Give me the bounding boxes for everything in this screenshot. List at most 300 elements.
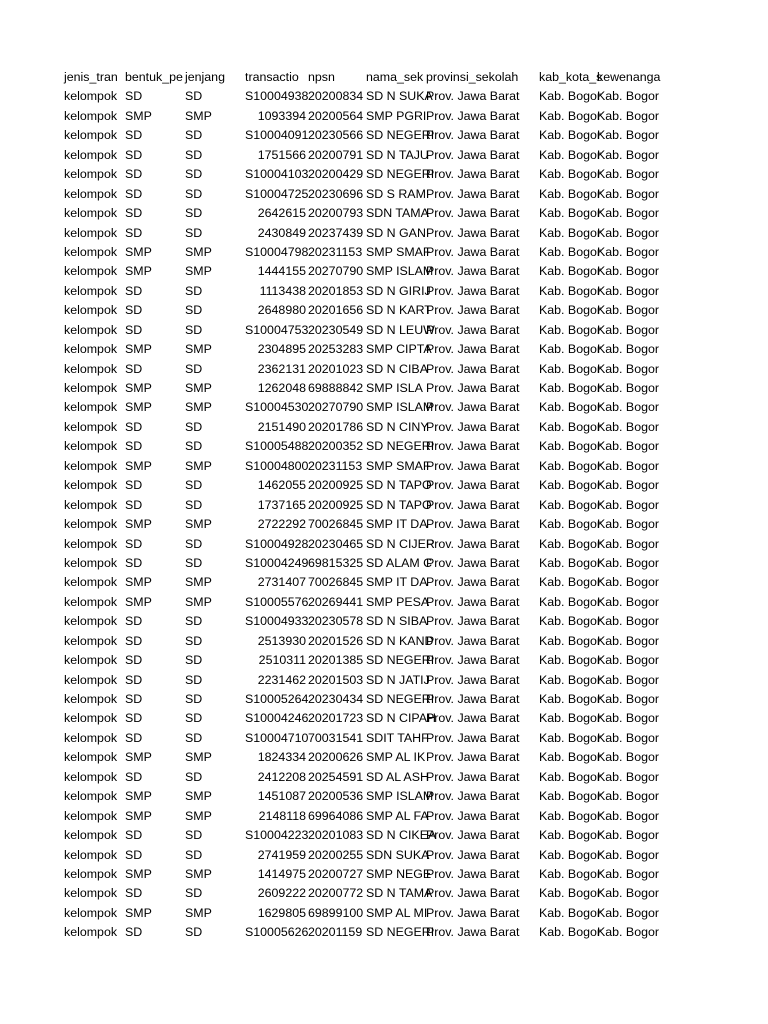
cell-jenis-transaksi[interactable]: kelompok [64,789,118,804]
cell-kewenangan[interactable]: Kab. Bogor [597,905,659,920]
cell-transaction-id[interactable]: 1444155 [257,264,306,279]
cell-kewenangan[interactable]: Kab. Bogor [597,419,659,434]
cell-transaction-id[interactable]: S10004530 [245,400,309,415]
cell-transaction-id[interactable]: 1737165 [257,497,306,512]
cell-bentuk-pendidikan[interactable]: SMP [125,750,152,765]
cell-kab-kota[interactable]: Kab. Bogor [539,400,601,415]
cell-jenis-transaksi[interactable]: kelompok [64,575,118,590]
cell-jenjang[interactable]: SD [185,886,203,901]
cell-jenjang[interactable]: SD [185,711,203,726]
cell-bentuk-pendidikan[interactable]: SD [125,322,143,337]
cell-jenjang[interactable]: SMP [185,400,212,415]
cell-npsn[interactable]: 69899100 [308,905,364,920]
cell-npsn[interactable]: 20200925 [308,497,364,512]
cell-jenjang[interactable]: SD [185,361,203,376]
cell-jenis-transaksi[interactable]: kelompok [64,653,118,668]
cell-nama-sekolah[interactable]: SDN TAMA [366,206,429,221]
cell-nama-sekolah[interactable]: SD NEGERI [366,167,435,182]
cell-bentuk-pendidikan[interactable]: SMP [125,866,152,881]
cell-npsn[interactable]: 20253283 [308,342,364,357]
cell-kewenangan[interactable]: Kab. Bogor [597,575,659,590]
cell-transaction-id[interactable]: 2642615 [257,206,306,221]
cell-transaction-id[interactable]: 2151490 [257,419,306,434]
cell-jenis-transaksi[interactable]: kelompok [64,633,118,648]
cell-jenjang[interactable]: SD [185,128,203,143]
cell-npsn[interactable]: 20201503 [308,672,364,687]
cell-kab-kota[interactable]: Kab. Bogor [539,789,601,804]
cell-provinsi-sekolah[interactable]: Prov. Jawa Barat [426,283,520,298]
cell-jenjang[interactable]: SD [185,419,203,434]
cell-kab-kota[interactable]: Kab. Bogor [539,186,601,201]
cell-jenis-transaksi[interactable]: kelompok [64,808,118,823]
cell-nama-sekolah[interactable]: SMP IT DA [366,575,428,590]
cell-kewenangan[interactable]: Kab. Bogor [597,633,659,648]
cell-kewenangan[interactable]: Kab. Bogor [597,147,659,162]
cell-jenjang[interactable]: SD [185,653,203,668]
cell-kab-kota[interactable]: Kab. Bogor [539,808,601,823]
cell-kewenangan[interactable]: Kab. Bogor [597,244,659,259]
cell-kewenangan[interactable]: Kab. Bogor [597,886,659,901]
cell-npsn[interactable]: 20200429 [308,167,364,182]
cell-kewenangan[interactable]: Kab. Bogor [597,769,659,784]
cell-provinsi-sekolah[interactable]: Prov. Jawa Barat [426,886,520,901]
header-cell-jenjang[interactable]: jenjang [185,70,225,84]
cell-jenjang[interactable]: SD [185,322,203,337]
cell-kewenangan[interactable]: Kab. Bogor [597,264,659,279]
cell-kewenangan[interactable]: Kab. Bogor [597,517,659,532]
cell-kewenangan[interactable]: Kab. Bogor [597,303,659,318]
cell-npsn[interactable]: 20201159 [308,925,363,940]
cell-jenis-transaksi[interactable]: kelompok [64,128,118,143]
cell-bentuk-pendidikan[interactable]: SD [125,925,143,940]
cell-transaction-id[interactable]: S10005576 [245,594,309,609]
cell-kewenangan[interactable]: Kab. Bogor [597,225,659,240]
cell-jenis-transaksi[interactable]: kelompok [64,497,118,512]
cell-nama-sekolah[interactable]: SD NEGERI [366,439,435,454]
cell-jenis-transaksi[interactable]: kelompok [64,692,118,706]
cell-nama-sekolah[interactable]: SMP SMAF [366,458,431,473]
cell-kab-kota[interactable]: Kab. Bogor [539,555,601,570]
cell-kewenangan[interactable]: Kab. Bogor [597,808,659,823]
cell-kab-kota[interactable]: Kab. Bogor [539,828,601,843]
cell-nama-sekolah[interactable]: SD N SIBA [366,614,428,629]
cell-npsn[interactable]: 20230465 [308,536,364,551]
cell-npsn[interactable]: 69964086 [308,808,364,823]
cell-nama-sekolah[interactable]: SMP PESA [366,594,430,609]
cell-jenis-transaksi[interactable]: kelompok [64,769,118,784]
cell-kewenangan[interactable]: Kab. Bogor [597,400,659,415]
cell-jenis-transaksi[interactable]: kelompok [64,342,118,357]
cell-nama-sekolah[interactable]: SD N CIJER [366,536,435,551]
cell-transaction-id[interactable]: 1113438 [259,283,306,298]
cell-provinsi-sekolah[interactable]: Prov. Jawa Barat [426,400,520,415]
cell-nama-sekolah[interactable]: SMP AL MI [366,905,428,920]
cell-nama-sekolah[interactable]: SD NEGERI [366,692,435,706]
cell-jenjang[interactable]: SMP [185,866,212,881]
cell-transaction-id[interactable]: 2430849 [257,225,306,240]
cell-nama-sekolah[interactable]: SD N KART [366,303,432,318]
cell-kab-kota[interactable]: Kab. Bogor [539,536,601,551]
cell-npsn[interactable]: 20254591 [308,769,364,784]
cell-npsn[interactable]: 20200772 [308,886,364,901]
cell-bentuk-pendidikan[interactable]: SD [125,128,143,143]
cell-bentuk-pendidikan[interactable]: SD [125,692,143,706]
cell-jenis-transaksi[interactable]: kelompok [64,905,118,920]
cell-jenis-transaksi[interactable]: kelompok [64,322,118,337]
cell-jenis-transaksi[interactable]: kelompok [64,439,118,454]
cell-provinsi-sekolah[interactable]: Prov. Jawa Barat [426,750,520,765]
cell-kewenangan[interactable]: Kab. Bogor [597,672,659,687]
cell-npsn[interactable]: 20230549 [308,322,364,337]
cell-bentuk-pendidikan[interactable]: SMP [125,458,152,473]
cell-provinsi-sekolah[interactable]: Prov. Jawa Barat [426,108,520,123]
cell-kab-kota[interactable]: Kab. Bogor [539,653,601,668]
cell-provinsi-sekolah[interactable]: Prov. Jawa Barat [426,147,520,162]
cell-provinsi-sekolah[interactable]: Prov. Jawa Barat [426,575,520,590]
cell-provinsi-sekolah[interactable]: Prov. Jawa Barat [426,322,520,337]
cell-kab-kota[interactable]: Kab. Bogor [539,89,601,104]
cell-npsn[interactable]: 70026845 [308,517,364,532]
cell-provinsi-sekolah[interactable]: Prov. Jawa Barat [426,730,520,745]
cell-transaction-id[interactable]: S10004753 [245,322,309,337]
cell-transaction-id[interactable]: 2231462 [257,672,306,687]
header-cell-transaction-id[interactable]: transactio [245,70,299,84]
cell-nama-sekolah[interactable]: SMP PGRI [366,108,427,123]
cell-jenis-transaksi[interactable]: kelompok [64,555,118,570]
cell-npsn[interactable]: 20269441 [308,594,364,609]
cell-npsn[interactable]: 20200834 [308,89,364,104]
cell-bentuk-pendidikan[interactable]: SD [125,536,143,551]
cell-kab-kota[interactable]: Kab. Bogor [539,128,601,143]
cell-transaction-id[interactable]: 1751566 [257,147,306,162]
cell-jenjang[interactable]: SD [185,186,203,201]
cell-jenis-transaksi[interactable]: kelompok [64,886,118,901]
cell-nama-sekolah[interactable]: SMP ISLAM [366,264,434,279]
cell-jenis-transaksi[interactable]: kelompok [64,517,118,532]
cell-bentuk-pendidikan[interactable]: SMP [125,400,152,415]
cell-provinsi-sekolah[interactable]: Prov. Jawa Barat [426,653,520,668]
cell-jenis-transaksi[interactable]: kelompok [64,925,118,940]
cell-transaction-id[interactable]: 1629805 [257,905,306,920]
cell-transaction-id[interactable]: S10004798 [245,244,309,259]
cell-npsn[interactable]: 20200791 [308,147,364,162]
cell-bentuk-pendidikan[interactable]: SD [125,730,143,745]
cell-npsn[interactable]: 20200793 [308,206,364,221]
cell-provinsi-sekolah[interactable]: Prov. Jawa Barat [426,866,520,881]
cell-jenis-transaksi[interactable]: kelompok [64,847,118,862]
cell-bentuk-pendidikan[interactable]: SD [125,653,143,668]
cell-jenis-transaksi[interactable]: kelompok [64,828,118,843]
cell-transaction-id[interactable]: 2304895 [257,342,306,357]
cell-provinsi-sekolah[interactable]: Prov. Jawa Barat [426,89,520,104]
cell-provinsi-sekolah[interactable]: Prov. Jawa Barat [426,905,520,920]
cell-kab-kota[interactable]: Kab. Bogor [539,167,601,182]
cell-kab-kota[interactable]: Kab. Bogor [539,458,601,473]
cell-jenjang[interactable]: SD [185,283,203,298]
cell-nama-sekolah[interactable]: SD N KAND [366,633,434,648]
cell-transaction-id[interactable]: 1824334 [257,750,306,765]
cell-jenis-transaksi[interactable]: kelompok [64,244,118,259]
cell-kab-kota[interactable]: Kab. Bogor [539,206,601,221]
cell-provinsi-sekolah[interactable]: Prov. Jawa Barat [426,381,520,395]
cell-jenjang[interactable]: SD [185,555,203,570]
cell-kab-kota[interactable]: Kab. Bogor [539,108,601,123]
cell-jenjang[interactable]: SD [185,614,203,629]
cell-npsn[interactable]: 69815325 [308,555,364,570]
cell-bentuk-pendidikan[interactable]: SD [125,828,143,843]
cell-kab-kota[interactable]: Kab. Bogor [539,497,601,512]
cell-transaction-id[interactable]: 1451087 [257,789,306,804]
cell-bentuk-pendidikan[interactable]: SD [125,886,143,901]
cell-nama-sekolah[interactable]: SD N TAPO [366,478,432,493]
cell-bentuk-pendidikan[interactable]: SMP [125,244,152,259]
cell-jenjang[interactable]: SD [185,478,203,493]
cell-provinsi-sekolah[interactable]: Prov. Jawa Barat [426,478,520,493]
cell-npsn[interactable]: 20201656 [308,303,364,318]
cell-transaction-id[interactable]: S10004933 [245,614,309,629]
cell-kewenangan[interactable]: Kab. Bogor [597,89,659,104]
cell-kewenangan[interactable]: Kab. Bogor [597,789,659,804]
cell-provinsi-sekolah[interactable]: Prov. Jawa Barat [426,711,520,726]
cell-kab-kota[interactable]: Kab. Bogor [539,711,601,726]
cell-kab-kota[interactable]: Kab. Bogor [539,866,601,881]
cell-transaction-id[interactable]: 2510311 [258,653,306,668]
cell-jenjang[interactable]: SMP [185,458,212,473]
cell-kewenangan[interactable]: Kab. Bogor [597,536,659,551]
cell-jenjang[interactable]: SMP [185,244,212,259]
cell-kab-kota[interactable]: Kab. Bogor [539,594,601,609]
cell-kewenangan[interactable]: Kab. Bogor [597,478,659,493]
cell-jenis-transaksi[interactable]: kelompok [64,381,118,395]
cell-bentuk-pendidikan[interactable]: SD [125,147,143,162]
cell-bentuk-pendidikan[interactable]: SD [125,167,143,182]
cell-bentuk-pendidikan[interactable]: SD [125,555,143,570]
cell-jenjang[interactable]: SD [185,497,203,512]
cell-provinsi-sekolah[interactable]: Prov. Jawa Barat [426,769,520,784]
cell-bentuk-pendidikan[interactable]: SD [125,361,143,376]
cell-nama-sekolah[interactable]: SD NEGERI [366,925,435,940]
cell-nama-sekolah[interactable]: SD NEGERI [366,653,435,668]
cell-bentuk-pendidikan[interactable]: SD [125,186,143,201]
cell-kewenangan[interactable]: Kab. Bogor [597,381,659,395]
cell-kab-kota[interactable]: Kab. Bogor [539,478,601,493]
cell-jenjang[interactable]: SMP [185,264,212,279]
cell-nama-sekolah[interactable]: SD N CIKEA [366,828,437,843]
cell-kewenangan[interactable]: Kab. Bogor [597,711,659,726]
cell-npsn[interactable]: 20201023 [308,361,364,376]
cell-bentuk-pendidikan[interactable]: SD [125,614,143,629]
cell-kab-kota[interactable]: Kab. Bogor [539,905,601,920]
cell-npsn[interactable]: 20201526 [308,633,364,648]
cell-transaction-id[interactable]: 2609222 [257,886,306,901]
cell-kewenangan[interactable]: Kab. Bogor [597,555,659,570]
cell-jenjang[interactable]: SMP [185,750,212,765]
cell-jenis-transaksi[interactable]: kelompok [64,419,118,434]
cell-bentuk-pendidikan[interactable]: SMP [125,808,152,823]
cell-bentuk-pendidikan[interactable]: SMP [125,381,152,395]
cell-provinsi-sekolah[interactable]: Prov. Jawa Barat [426,555,520,570]
cell-kewenangan[interactable]: Kab. Bogor [597,750,659,765]
cell-jenjang[interactable]: SD [185,439,203,454]
cell-jenis-transaksi[interactable]: kelompok [64,730,118,745]
cell-provinsi-sekolah[interactable]: Prov. Jawa Barat [426,692,520,706]
cell-jenjang[interactable]: SMP [185,575,212,590]
cell-jenis-transaksi[interactable]: kelompok [64,147,118,162]
cell-kewenangan[interactable]: Kab. Bogor [597,730,659,745]
cell-provinsi-sekolah[interactable]: Prov. Jawa Barat [426,128,520,143]
cell-nama-sekolah[interactable]: SD ALAM C [366,555,433,570]
cell-jenis-transaksi[interactable]: kelompok [64,167,118,182]
cell-provinsi-sekolah[interactable]: Prov. Jawa Barat [426,167,520,182]
cell-kewenangan[interactable]: Kab. Bogor [597,594,659,609]
cell-provinsi-sekolah[interactable]: Prov. Jawa Barat [426,439,520,454]
cell-kewenangan[interactable]: Kab. Bogor [597,283,659,298]
cell-jenis-transaksi[interactable]: kelompok [64,711,118,726]
cell-kab-kota[interactable]: Kab. Bogor [539,769,601,784]
cell-bentuk-pendidikan[interactable]: SD [125,439,143,454]
cell-jenis-transaksi[interactable]: kelompok [64,594,118,609]
cell-kewenangan[interactable]: Kab. Bogor [597,692,659,706]
cell-kab-kota[interactable]: Kab. Bogor [539,517,601,532]
cell-provinsi-sekolah[interactable]: Prov. Jawa Barat [426,828,520,843]
header-cell-kewenangan[interactable]: kewenanga [597,70,661,84]
cell-jenis-transaksi[interactable]: kelompok [64,361,118,376]
header-cell-nama-sekolah[interactable]: nama_sek [366,70,424,84]
cell-jenjang[interactable]: SD [185,536,203,551]
cell-transaction-id[interactable]: S10004223 [245,828,309,843]
cell-transaction-id[interactable]: 2513930 [257,633,306,648]
cell-nama-sekolah[interactable]: SMP NEGE [366,866,432,881]
header-cell-bentuk-pendidikan[interactable]: bentuk_pe [125,70,183,84]
cell-provinsi-sekolah[interactable]: Prov. Jawa Barat [426,264,520,279]
cell-transaction-id[interactable]: S10004710 [245,730,309,745]
cell-transaction-id[interactable]: S10004725 [245,186,309,201]
cell-provinsi-sekolah[interactable]: Prov. Jawa Barat [426,594,520,609]
cell-jenjang[interactable]: SD [185,167,203,182]
cell-npsn[interactable]: 20200564 [308,108,364,123]
cell-kab-kota[interactable]: Kab. Bogor [539,381,601,395]
cell-kewenangan[interactable]: Kab. Bogor [597,614,659,629]
cell-transaction-id[interactable]: S10005626 [245,925,309,940]
cell-nama-sekolah[interactable]: SD N TAJU [366,147,429,162]
cell-provinsi-sekolah[interactable]: Prov. Jawa Barat [426,517,520,532]
cell-bentuk-pendidikan[interactable]: SMP [125,342,152,357]
cell-nama-sekolah[interactable]: SD N LEUW [366,322,435,337]
cell-jenis-transaksi[interactable]: kelompok [64,303,118,318]
cell-provinsi-sekolah[interactable]: Prov. Jawa Barat [426,244,520,259]
header-cell-kab-kota[interactable]: kab_kota_s [539,70,603,84]
cell-kab-kota[interactable]: Kab. Bogor [539,322,601,337]
cell-nama-sekolah[interactable]: SMP CIPTA [366,342,432,357]
cell-npsn[interactable]: 20230696 [308,186,364,201]
cell-nama-sekolah[interactable]: SD N CINY [366,419,429,434]
cell-provinsi-sekolah[interactable]: Prov. Jawa Barat [426,342,520,357]
cell-jenis-transaksi[interactable]: kelompok [64,89,118,104]
cell-npsn[interactable]: 20200925 [308,478,364,493]
cell-nama-sekolah[interactable]: SD N SUKA [366,89,433,104]
cell-kewenangan[interactable]: Kab. Bogor [597,497,659,512]
header-cell-jenis-transaksi[interactable]: jenis_tran [64,70,118,84]
cell-provinsi-sekolah[interactable]: Prov. Jawa Barat [426,497,520,512]
cell-kab-kota[interactable]: Kab. Bogor [539,283,601,298]
cell-npsn[interactable]: 20200352 [308,439,364,454]
cell-bentuk-pendidikan[interactable]: SD [125,419,143,434]
cell-jenis-transaksi[interactable]: kelompok [64,866,118,881]
cell-npsn[interactable]: 20200626 [308,750,364,765]
cell-transaction-id[interactable]: 2648980 [257,303,306,318]
cell-kewenangan[interactable]: Kab. Bogor [597,128,659,143]
cell-kewenangan[interactable]: Kab. Bogor [597,167,659,182]
cell-jenjang[interactable]: SMP [185,517,212,532]
cell-bentuk-pendidikan[interactable]: SD [125,89,143,104]
cell-jenis-transaksi[interactable]: kelompok [64,478,118,493]
cell-transaction-id[interactable]: S10004938 [245,89,309,104]
cell-kab-kota[interactable]: Kab. Bogor [539,244,601,259]
cell-kewenangan[interactable]: Kab. Bogor [597,458,659,473]
cell-transaction-id[interactable]: S10004249 [245,555,309,570]
cell-kab-kota[interactable]: Kab. Bogor [539,847,601,862]
cell-bentuk-pendidikan[interactable]: SD [125,633,143,648]
cell-bentuk-pendidikan[interactable]: SD [125,206,143,221]
cell-jenis-transaksi[interactable]: kelompok [64,206,118,221]
cell-kewenangan[interactable]: Kab. Bogor [597,186,659,201]
cell-jenjang[interactable]: SD [185,303,203,318]
cell-transaction-id[interactable]: S10005488 [245,439,309,454]
cell-npsn[interactable]: 20201385 [308,653,364,668]
cell-npsn[interactable]: 20230566 [308,128,364,143]
cell-bentuk-pendidikan[interactable]: SMP [125,517,152,532]
cell-jenis-transaksi[interactable]: kelompok [64,283,118,298]
cell-jenjang[interactable]: SMP [185,342,212,357]
cell-provinsi-sekolah[interactable]: Prov. Jawa Barat [426,808,520,823]
cell-bentuk-pendidikan[interactable]: SMP [125,575,152,590]
cell-kewenangan[interactable]: Kab. Bogor [597,108,659,123]
cell-nama-sekolah[interactable]: SD AL ASH [366,769,429,784]
cell-provinsi-sekolah[interactable]: Prov. Jawa Barat [426,614,520,629]
cell-jenjang[interactable]: SMP [185,905,212,920]
cell-nama-sekolah[interactable]: SMP ISLA [366,381,423,395]
cell-npsn[interactable]: 20200255 [308,847,364,862]
cell-jenjang[interactable]: SD [185,769,203,784]
cell-kab-kota[interactable]: Kab. Bogor [539,264,601,279]
cell-kewenangan[interactable]: Kab. Bogor [597,361,659,376]
cell-kab-kota[interactable]: Kab. Bogor [539,633,601,648]
cell-provinsi-sekolah[interactable]: Prov. Jawa Barat [426,789,520,804]
cell-provinsi-sekolah[interactable]: Prov. Jawa Barat [426,206,520,221]
cell-kab-kota[interactable]: Kab. Bogor [539,925,601,940]
cell-bentuk-pendidikan[interactable]: SMP [125,108,152,123]
cell-kewenangan[interactable]: Kab. Bogor [597,653,659,668]
cell-transaction-id[interactable]: S10005264 [245,692,309,706]
cell-jenis-transaksi[interactable]: kelompok [64,672,118,687]
cell-nama-sekolah[interactable]: SD N GAN [366,225,426,240]
cell-kab-kota[interactable]: Kab. Bogor [539,303,601,318]
cell-npsn[interactable]: 20200536 [308,789,364,804]
cell-jenjang[interactable]: SD [185,147,203,162]
cell-jenjang[interactable]: SD [185,89,203,104]
cell-transaction-id[interactable]: S10004246 [245,711,309,726]
cell-jenis-transaksi[interactable]: kelompok [64,400,118,415]
cell-transaction-id[interactable]: 2148118 [258,808,306,823]
cell-jenis-transaksi[interactable]: kelompok [64,108,118,123]
cell-jenis-transaksi[interactable]: kelompok [64,225,118,240]
cell-npsn[interactable]: 20230578 [308,614,364,629]
cell-npsn[interactable]: 20230434 [308,692,364,706]
cell-npsn[interactable]: 20201083 [308,828,364,843]
cell-kab-kota[interactable]: Kab. Bogor [539,419,601,434]
cell-kab-kota[interactable]: Kab. Bogor [539,614,601,629]
cell-nama-sekolah[interactable]: SMP ISLAM [366,789,434,804]
